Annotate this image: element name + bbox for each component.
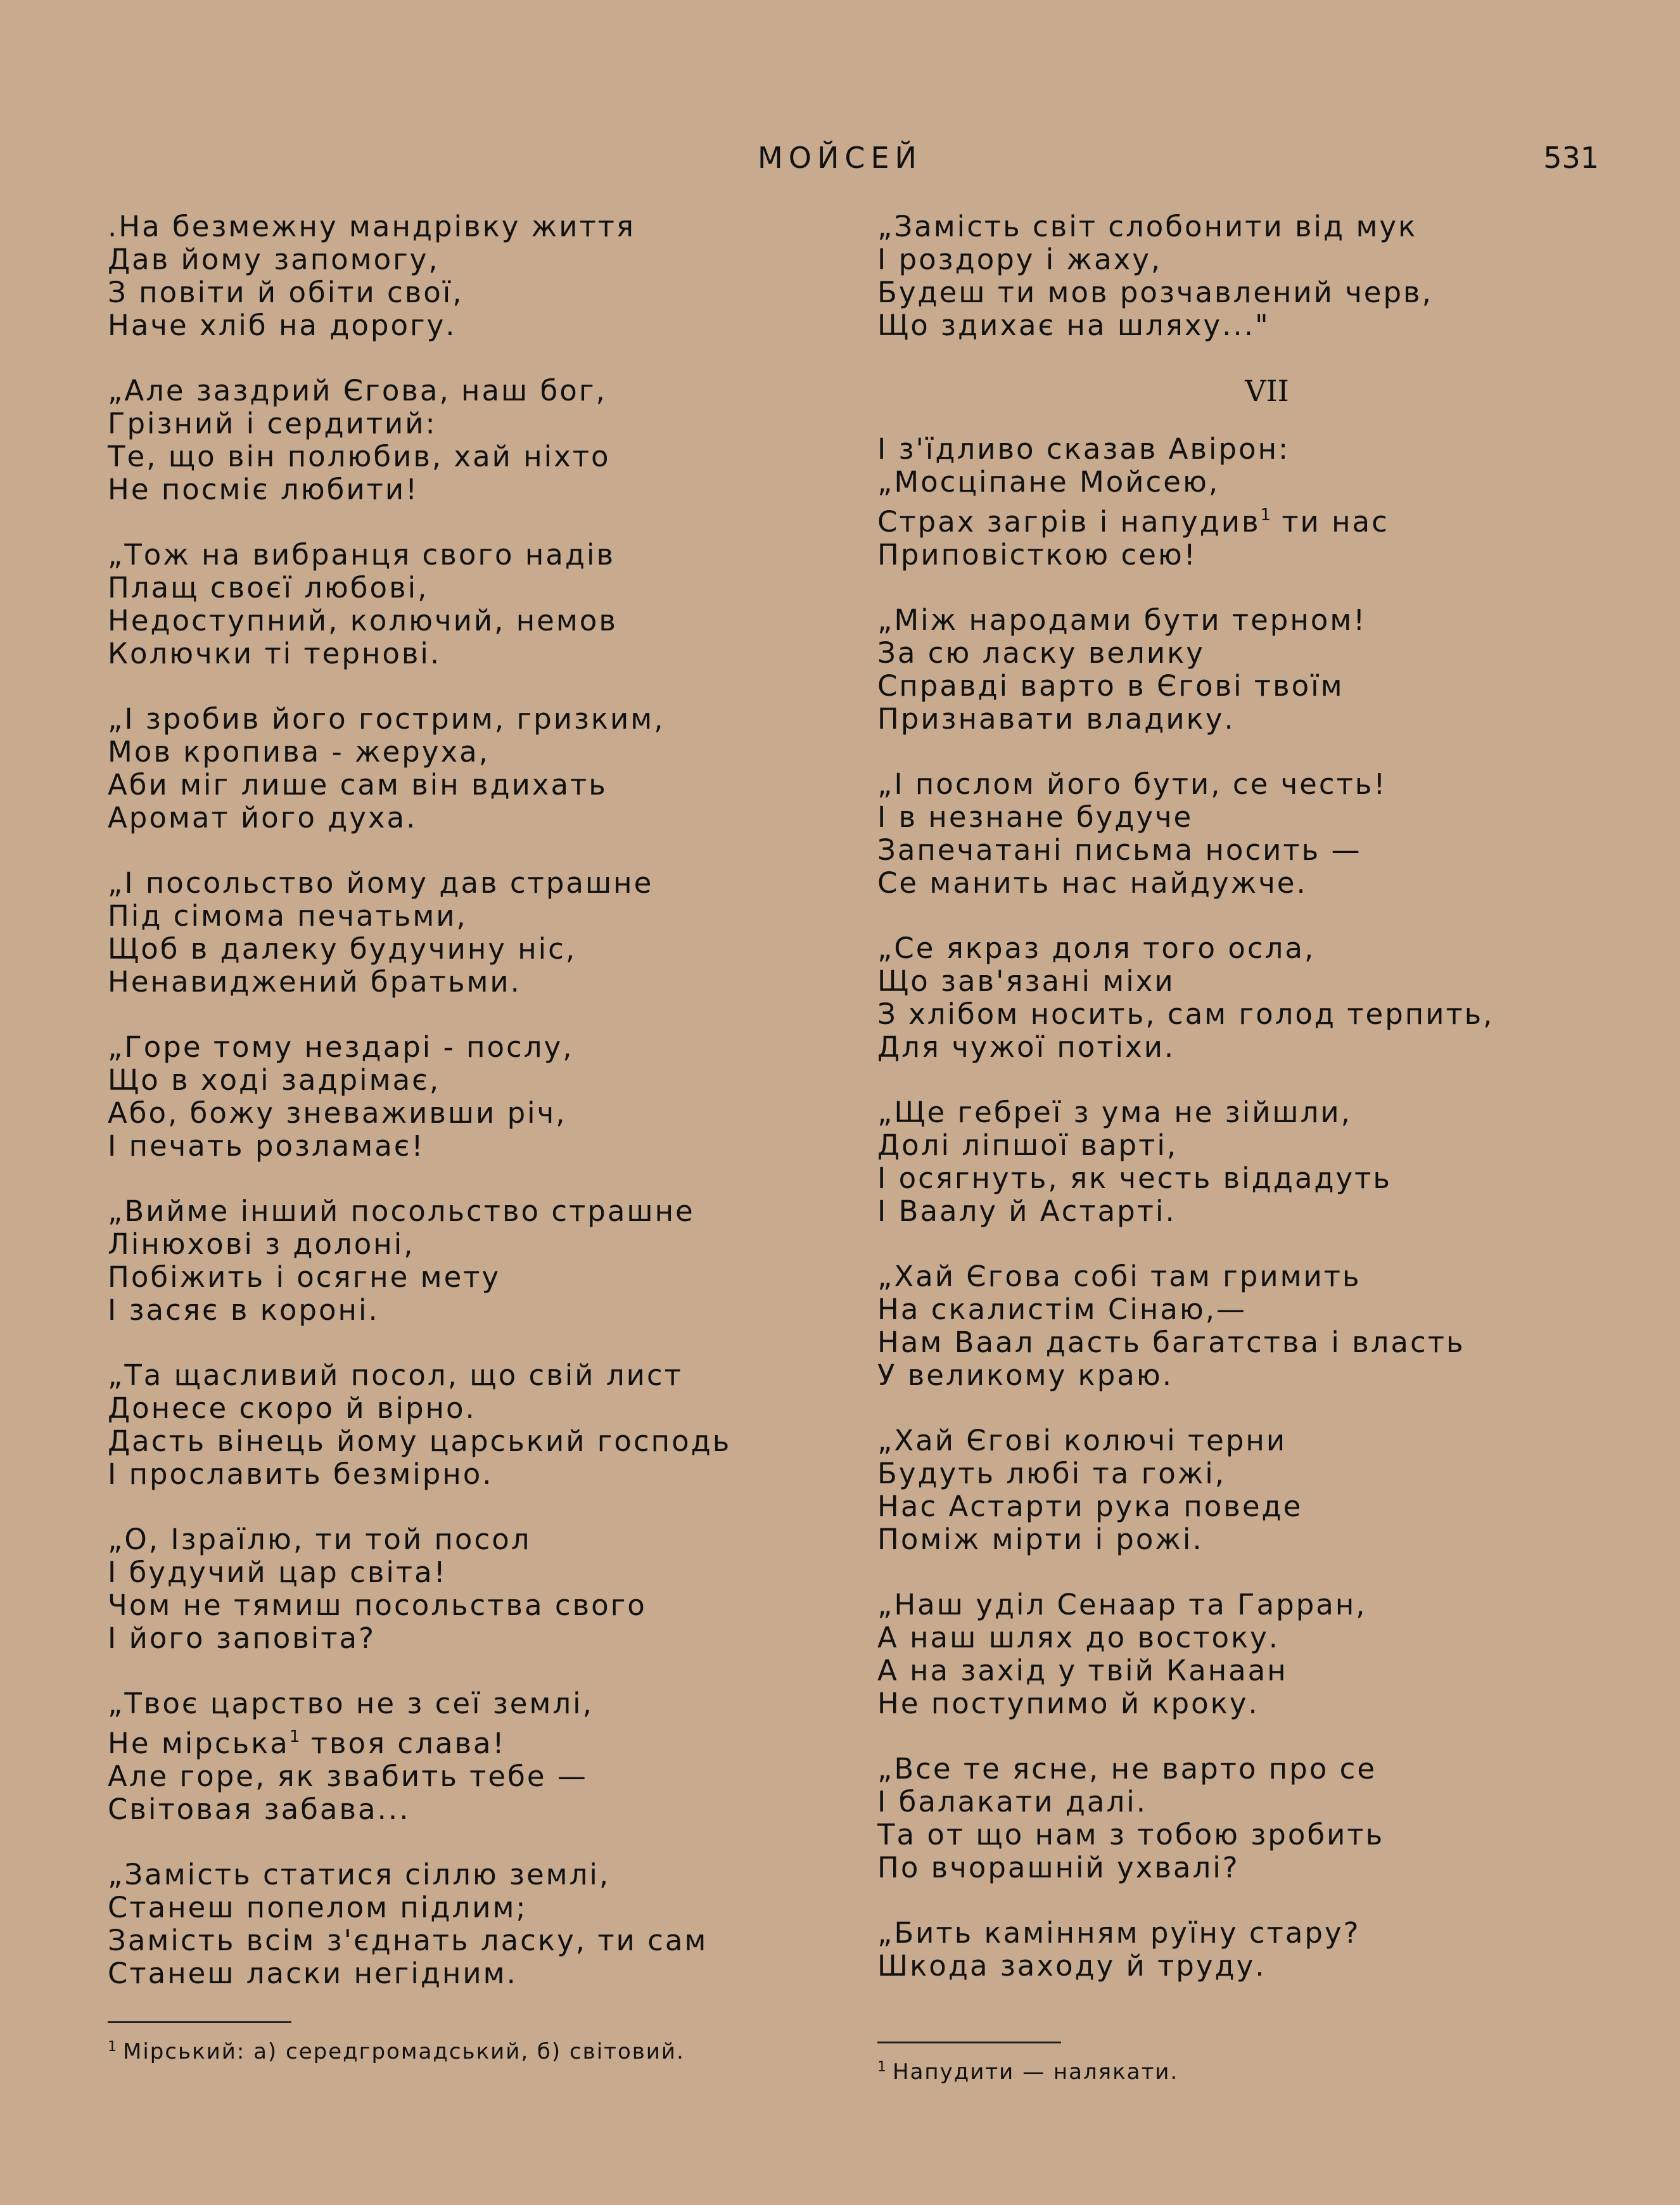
verse-line	[108, 1261, 855, 1294]
verse-line	[877, 1851, 1657, 1884]
verse-line	[108, 604, 855, 637]
verse-text: І осягнуть, як честь віддадуть	[877, 1161, 1392, 1195]
verse-line	[877, 1129, 1657, 1162]
stanza	[108, 867, 855, 999]
verse-line	[108, 1720, 855, 1760]
footnote-mark: 1	[108, 2039, 118, 2055]
verse-line	[108, 637, 855, 670]
verse-text: З повіти й обіти свої,	[108, 276, 464, 309]
stanza	[877, 210, 1657, 342]
verse-line	[108, 1622, 855, 1655]
verse-text: Признавати владику.	[877, 702, 1235, 736]
verse-line	[108, 1687, 855, 1720]
verse-line	[877, 604, 1657, 637]
verse-line	[108, 1458, 855, 1491]
verse-text: По вчорашній ухвалі?	[877, 1851, 1240, 1884]
verse-text: А на захід у твій Канаан	[877, 1654, 1288, 1687]
left-column	[108, 210, 855, 2023]
verse-line	[877, 670, 1657, 703]
footnote-right	[877, 2042, 1574, 2086]
verse-text: Справді варто в Єгові твоїм	[877, 669, 1344, 703]
verse-text: Під сімома печатьми,	[108, 899, 468, 933]
verse-line	[108, 1064, 855, 1097]
verse-text: „Горе тому нездарі - послу,	[108, 1030, 574, 1064]
verse-line	[877, 932, 1657, 965]
verse-line	[108, 309, 855, 342]
verse-text: „Ще гебреї з ума не зійшли,	[877, 1096, 1352, 1129]
footnote-reference: 1	[289, 1727, 300, 1746]
verse-line	[877, 1523, 1657, 1556]
verse-line	[108, 1392, 855, 1425]
verse-text: Станеш ласки негідним.	[108, 1957, 518, 1990]
verse-line	[108, 374, 855, 407]
verse-text: Недоступний, колючий, немов	[108, 604, 618, 637]
footnote-mark: 1	[877, 2059, 888, 2075]
verse-line	[108, 407, 855, 440]
verse-text: твоя слава!	[300, 1727, 506, 1760]
verse-text: Лінюхові з долоні,	[108, 1227, 415, 1261]
section-heading: VII	[1245, 374, 1289, 408]
verse-line	[877, 309, 1657, 342]
verse-text: Те, що він полюбив, хай ніхто	[108, 440, 611, 473]
verse-text: І печать розламає!	[108, 1129, 425, 1163]
verse-line	[877, 1687, 1657, 1720]
verse-text: І балакати далі.	[877, 1785, 1148, 1818]
verse-text: Аби міг лише сам він вдихать	[108, 768, 608, 802]
verse-line	[877, 801, 1657, 834]
verse-text: Будуть любі та гожі,	[877, 1457, 1226, 1490]
verse-text: „Се якраз доля того осла,	[877, 931, 1316, 965]
verse-line	[877, 998, 1657, 1031]
verse-line	[108, 1425, 855, 1458]
verse-line	[877, 1818, 1657, 1851]
verse-text: „І послом його бути, се честь!	[877, 767, 1387, 801]
verse-text: Станеш попелом підлим;	[108, 1891, 528, 1924]
verse-line	[877, 243, 1657, 276]
verse-line	[877, 433, 1657, 466]
verse-line	[108, 243, 855, 276]
verse-line	[108, 966, 855, 999]
verse-line	[108, 210, 855, 243]
stanza	[877, 604, 1657, 736]
verse-text: Не поступимо й кроку.	[877, 1687, 1259, 1720]
footnote-left	[108, 2021, 836, 2066]
verse-text: А наш шлях до востоку.	[877, 1621, 1280, 1654]
verse-line	[877, 1260, 1657, 1293]
verse-line	[877, 768, 1657, 801]
verse-text: „І посольство йому дав страшне	[108, 866, 654, 900]
verse-text: І засяє в короні.	[108, 1293, 379, 1327]
stanza	[108, 1687, 855, 1826]
verse-line	[108, 1359, 855, 1392]
verse-text: І його заповіта?	[108, 1621, 376, 1655]
verse-line	[108, 1031, 855, 1064]
footnote-rule	[877, 2042, 1061, 2043]
verse-text: Се манить нас найдужче.	[877, 866, 1308, 900]
verse-text: Побіжить і осягне мету	[108, 1260, 501, 1294]
verse-text: І будучий цар світа!	[108, 1556, 447, 1589]
verse-text: Нам Ваал дасть багатства і власть	[877, 1326, 1465, 1359]
stanza	[108, 1858, 855, 1990]
verse-text: „Хай Єгова собі там гримить	[877, 1260, 1361, 1293]
verse-line	[108, 1556, 855, 1589]
verse-text: Та от що нам з тобою зробить	[877, 1818, 1385, 1851]
verse-text: Мов кропива - жеруха,	[108, 735, 490, 769]
verse-text: Для чужої потіхи.	[877, 1030, 1176, 1064]
verse-text: „Але заздрий Єгова, наш бог,	[108, 374, 607, 407]
verse-text: Не мірська	[108, 1727, 290, 1760]
verse-line	[108, 1523, 855, 1556]
verse-text: Чом не тямиш посольства свого	[108, 1588, 647, 1622]
verse-line	[877, 1457, 1657, 1490]
verse-line	[108, 1130, 855, 1163]
verse-line	[877, 499, 1657, 539]
verse-text: Колючки ті тернові.	[108, 637, 442, 670]
verse-line	[877, 1326, 1657, 1359]
verse-line	[877, 1621, 1657, 1654]
verse-text: Замість всім з'єднать ласку, ти сам	[108, 1924, 708, 1957]
verse-line	[877, 965, 1657, 998]
verse-line	[108, 900, 855, 933]
verse-text: „Замість світ слобонити від мук	[877, 210, 1418, 243]
verse-text: Поміж мірти і рожі.	[877, 1523, 1204, 1556]
verse-line	[877, 466, 1657, 499]
verse-text: „Мосціпане Мойсею,	[877, 465, 1220, 499]
verse-text: „Замість статися сіллю землі,	[108, 1858, 611, 1891]
verse-line	[877, 1950, 1657, 1983]
verse-text: І Ваалу й Астарті.	[877, 1194, 1176, 1228]
verse-line	[108, 473, 855, 506]
stanza	[877, 768, 1657, 900]
verse-text: Приповісткою сею!	[877, 538, 1197, 572]
verse-text: Ненавиджений братьми.	[108, 965, 521, 999]
verse-line	[108, 572, 855, 604]
verse-text: Будеш ти мов розчавлений черв,	[877, 276, 1433, 309]
verse-line	[877, 1654, 1657, 1687]
verse-text: І з'їдливо сказав Авірон:	[877, 432, 1290, 466]
verse-line	[877, 1359, 1657, 1392]
footnote-reference: 1	[1260, 506, 1271, 525]
verse-text: .На безмежну мандрівку життя	[108, 210, 635, 243]
verse-text: „Та щасливий посол, що свій лист	[108, 1358, 683, 1392]
verse-line	[877, 1096, 1657, 1129]
footnote-rule	[108, 2021, 291, 2023]
verse-line	[108, 1760, 855, 1793]
right-column	[877, 210, 1657, 2015]
verse-text: „Бить камінням руїну стару?	[877, 1916, 1361, 1950]
verse-line	[108, 933, 855, 966]
verse-text: Нас Астарти рука поведе	[877, 1490, 1303, 1523]
verse-line	[108, 1924, 855, 1957]
verse-line	[108, 1294, 855, 1327]
verse-line	[108, 703, 855, 736]
verse-line	[877, 1293, 1657, 1326]
verse-line	[108, 1793, 855, 1826]
verse-text: „Хай Єгові колючі терни	[877, 1424, 1287, 1457]
verse-line	[108, 1589, 855, 1622]
verse-text: Що в ході задрімає,	[108, 1063, 441, 1097]
verse-text: Що здихає на шляху..."	[877, 309, 1270, 342]
verse-line	[108, 867, 855, 900]
verse-text: „Наш уділ Сенаар та Гарран,	[877, 1588, 1367, 1621]
verse-line	[877, 210, 1657, 243]
verse-line	[877, 1195, 1657, 1228]
verse-text: Запечатані письма носить —	[877, 833, 1362, 867]
stanza	[108, 210, 855, 342]
page-number: 531	[1543, 141, 1599, 175]
verse-line	[877, 834, 1657, 867]
verse-line	[877, 1031, 1657, 1064]
verse-text: ти нас	[1271, 505, 1389, 539]
verse-line	[108, 1097, 855, 1130]
verse-line	[877, 637, 1657, 670]
stanza	[877, 1588, 1657, 1720]
verse-line	[108, 539, 855, 572]
verse-line	[877, 1588, 1657, 1621]
verse-line	[108, 1195, 855, 1228]
verse-line	[108, 736, 855, 769]
verse-line	[877, 1162, 1657, 1195]
verse-line	[108, 802, 855, 834]
verse-text: „Все те ясне, не варто про се	[877, 1752, 1377, 1786]
verse-text: І роздору і жаху,	[877, 243, 1162, 276]
verse-text: Наче хліб на дорогу.	[108, 309, 457, 342]
verse-line	[877, 1786, 1657, 1818]
verse-text: „Вийме інший посольство страшне	[108, 1194, 695, 1228]
verse-line	[108, 1858, 855, 1891]
stanza	[877, 1917, 1657, 1983]
verse-line	[877, 1490, 1657, 1523]
verse-text: Що зав'язані міхи	[877, 964, 1175, 998]
stanza	[877, 1753, 1657, 1884]
verse-text: За сю ласку велику	[877, 636, 1205, 670]
verse-line	[877, 539, 1657, 572]
verse-text: Страх загрів і напудив	[877, 505, 1261, 539]
stanza	[877, 932, 1657, 1064]
stanza	[108, 1031, 855, 1163]
stanza	[108, 1523, 855, 1655]
verse-line	[108, 276, 855, 309]
verse-line	[108, 769, 855, 802]
stanza	[108, 1195, 855, 1327]
verse-line	[877, 1917, 1657, 1950]
verse-text: „Тож на вибранця свого надів	[108, 538, 615, 572]
footnote-text: Мірський: а) середгромадський, б) світовий.	[123, 2039, 685, 2064]
footnote-text: Напудити — налякати.	[893, 2059, 1179, 2085]
verse-text: Грізний і сердитий:	[108, 407, 437, 440]
stanza	[108, 703, 855, 834]
verse-text: „І зробив його гострим, гризким,	[108, 702, 665, 736]
verse-text: „Твоє царство не з сеї землі,	[108, 1687, 594, 1720]
verse-text: Шкода заходу й труду.	[877, 1949, 1266, 1983]
running-title: МОЙСЕЙ	[758, 141, 922, 175]
verse-text: І прославить безмірно.	[108, 1457, 493, 1491]
verse-line	[877, 1424, 1657, 1457]
verse-line	[877, 276, 1657, 309]
verse-text: „О, Ізраїлю, ти той посол	[108, 1523, 531, 1556]
verse-text: Не посміє любити!	[108, 473, 419, 506]
stanza	[108, 374, 855, 506]
stanza	[877, 1260, 1657, 1392]
verse-line	[877, 703, 1657, 736]
verse-text: Донесе скоро й вірно.	[108, 1391, 476, 1425]
verse-text: На скалистім Сінаю,—	[877, 1293, 1247, 1326]
stanza	[108, 1359, 855, 1491]
verse-text: Аромат його духа.	[108, 801, 417, 834]
verse-line	[108, 1228, 855, 1261]
verse-text: З хлібом носить, сам голод терпить,	[877, 997, 1494, 1031]
verse-line	[108, 440, 855, 473]
verse-line	[877, 1753, 1657, 1786]
verse-text: Або, божу зневаживши річ,	[108, 1096, 567, 1130]
verse-line	[877, 867, 1657, 900]
verse-text: „Між народами бути терном!	[877, 603, 1367, 637]
stanza	[108, 539, 855, 670]
verse-text: Дав йому запомогу,	[108, 243, 440, 276]
verse-text: Плащ своєї любові,	[108, 571, 429, 604]
verse-text: І в незнане будуче	[877, 800, 1193, 834]
verse-line	[108, 1891, 855, 1924]
verse-text: У великому краю.	[877, 1358, 1174, 1392]
stanza	[877, 433, 1657, 572]
stanza	[877, 1096, 1657, 1228]
verse-text: Щоб в далеку будучину ніс,	[108, 932, 577, 966]
stanza	[877, 1424, 1657, 1556]
verse-text: Але горе, як звабить тебе —	[108, 1760, 588, 1793]
verse-text: Світовая забава...	[108, 1793, 410, 1826]
verse-line	[108, 1957, 855, 1990]
verse-text: Дасть вінець йому царський господь	[108, 1424, 732, 1458]
verse-text: Долі ліпшої варті,	[877, 1128, 1178, 1162]
